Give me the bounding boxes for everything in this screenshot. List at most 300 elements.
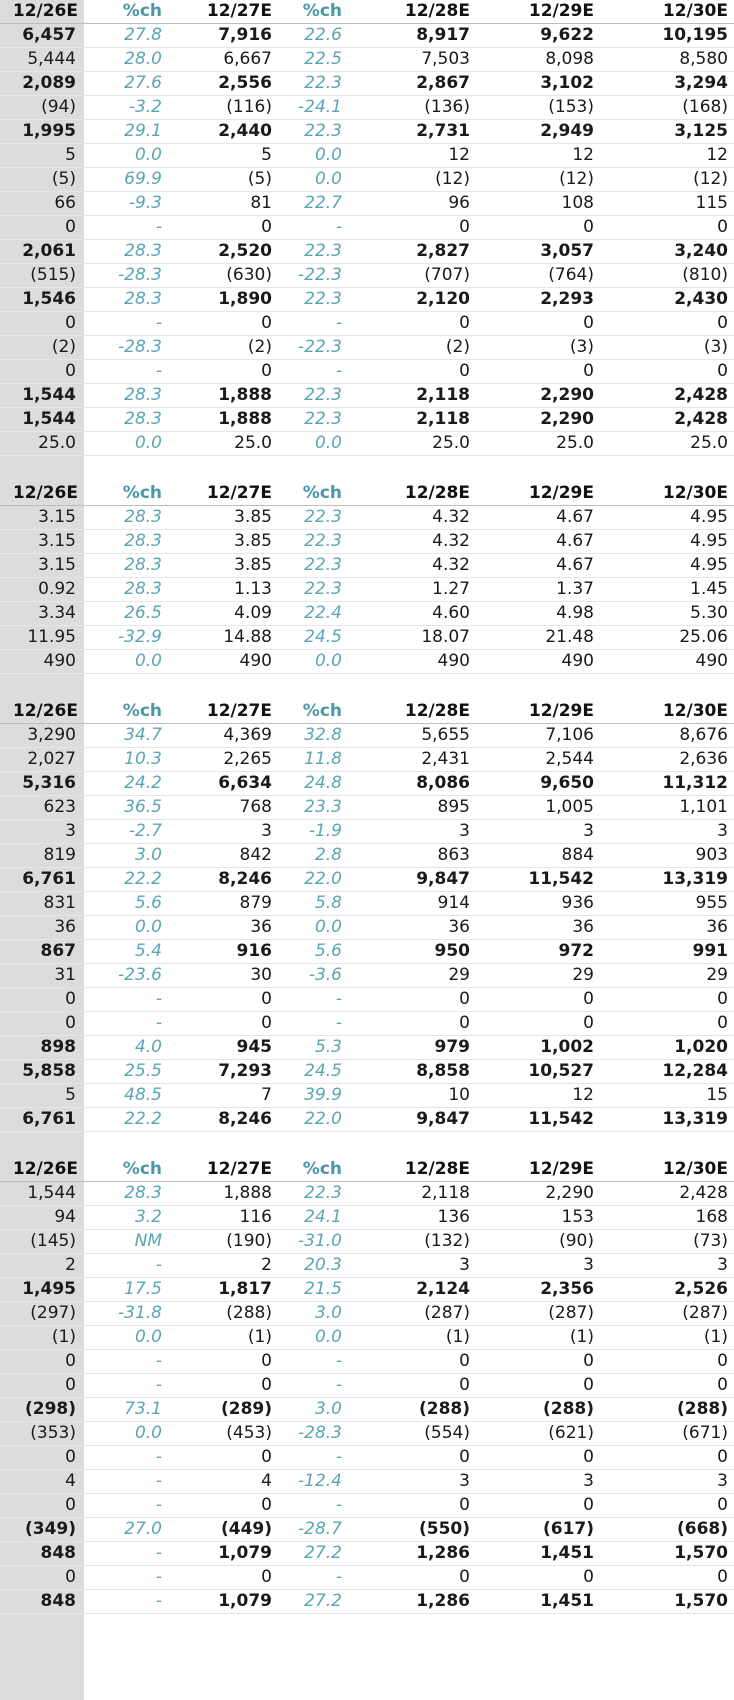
column-header-pct-26-27: %ch: [84, 700, 168, 724]
cell-pct-27-28: 22.3: [278, 530, 348, 554]
table-row: [0, 964, 734, 988]
cell-fy29: 3,057: [476, 240, 600, 264]
table-row: [0, 1278, 734, 1302]
header-row: [0, 482, 734, 506]
cell-fy27: (453): [168, 1422, 278, 1446]
cell-fy28: (707): [348, 264, 476, 288]
cell-fy27: 490: [168, 650, 278, 674]
table-row: [0, 1254, 734, 1278]
table-row: [0, 1182, 734, 1206]
table-row: [0, 144, 734, 168]
cell-pct-26-27: 34.7: [84, 724, 168, 748]
cell-fy29: 153: [476, 1206, 600, 1230]
column-header-fy27: 12/27E: [168, 0, 278, 24]
cell-fy26: (145): [0, 1230, 84, 1254]
cell-fy29: 0: [476, 1446, 600, 1470]
cell-fy28: 136: [348, 1206, 476, 1230]
cell-fy26: 5,316: [0, 772, 84, 796]
cell-fy29: 36: [476, 916, 600, 940]
table-row: [0, 1084, 734, 1108]
cell-pct-26-27: -: [84, 1446, 168, 1470]
cell-fy28: 1,286: [348, 1542, 476, 1566]
cell-fy30: (1): [600, 1326, 734, 1350]
cell-pct-27-28: 21.5: [278, 1278, 348, 1302]
cell-fy30: 13,319: [600, 1108, 734, 1132]
cell-fy27: 2,265: [168, 748, 278, 772]
cell-fy27: 1,888: [168, 1182, 278, 1206]
data-table-section-4: [0, 1158, 734, 1614]
cell-pct-27-28: -: [278, 988, 348, 1012]
cell-fy28: 8,917: [348, 24, 476, 48]
table-row: [0, 312, 734, 336]
cell-fy27: (449): [168, 1518, 278, 1542]
cell-pct-26-27: 27.8: [84, 24, 168, 48]
cell-fy26: 6,761: [0, 868, 84, 892]
cell-fy26: 6,761: [0, 1108, 84, 1132]
cell-fy27: 30: [168, 964, 278, 988]
cell-fy28: 25.0: [348, 432, 476, 456]
cell-fy30: 2,428: [600, 408, 734, 432]
cell-pct-26-27: -2.7: [84, 820, 168, 844]
table-row: [0, 240, 734, 264]
cell-pct-27-28: 22.7: [278, 192, 348, 216]
table-row: [0, 844, 734, 868]
cell-pct-27-28: 0.0: [278, 168, 348, 192]
cell-fy30: 13,319: [600, 868, 734, 892]
cell-fy29: (287): [476, 1302, 600, 1326]
cell-fy28: 0: [348, 216, 476, 240]
cell-fy28: (1): [348, 1326, 476, 1350]
cell-fy29: 3: [476, 820, 600, 844]
table-row: [0, 892, 734, 916]
cell-pct-26-27: 29.1: [84, 120, 168, 144]
cell-fy30: 25.0: [600, 432, 734, 456]
cell-fy26: 0: [0, 1494, 84, 1518]
cell-pct-27-28: -: [278, 312, 348, 336]
data-table-section-1: [0, 0, 734, 456]
cell-fy30: 4.95: [600, 530, 734, 554]
cell-fy30: (671): [600, 1422, 734, 1446]
cell-pct-27-28: -: [278, 216, 348, 240]
cell-pct-27-28: -12.4: [278, 1470, 348, 1494]
cell-fy27: 2,440: [168, 120, 278, 144]
table-row: [0, 1518, 734, 1542]
cell-fy27: (5): [168, 168, 278, 192]
cell-fy26: (1): [0, 1326, 84, 1350]
cell-pct-26-27: -: [84, 360, 168, 384]
cell-fy29: (764): [476, 264, 600, 288]
cell-pct-26-27: 36.5: [84, 796, 168, 820]
section-gap: [0, 674, 734, 700]
cell-fy30: 8,580: [600, 48, 734, 72]
cell-fy28: (554): [348, 1422, 476, 1446]
cell-fy27: 0: [168, 1566, 278, 1590]
cell-fy27: (116): [168, 96, 278, 120]
cell-pct-27-28: -24.1: [278, 96, 348, 120]
section-gap: [0, 1132, 734, 1158]
cell-fy29: 2,356: [476, 1278, 600, 1302]
cell-fy28: 29: [348, 964, 476, 988]
cell-fy27: 2,556: [168, 72, 278, 96]
cell-fy29: 9,650: [476, 772, 600, 796]
cell-pct-26-27: 22.2: [84, 868, 168, 892]
cell-fy28: 2,118: [348, 384, 476, 408]
cell-fy30: 0: [600, 1012, 734, 1036]
cell-pct-26-27: 27.0: [84, 1518, 168, 1542]
cell-fy26: 0.92: [0, 578, 84, 602]
cell-pct-27-28: 22.3: [278, 554, 348, 578]
cell-fy30: 3,294: [600, 72, 734, 96]
cell-fy26: (297): [0, 1302, 84, 1326]
cell-pct-27-28: 0.0: [278, 432, 348, 456]
cell-fy27: 0: [168, 1012, 278, 1036]
cell-pct-26-27: 0.0: [84, 1326, 168, 1350]
cell-fy30: 3: [600, 1470, 734, 1494]
cell-fy28: 4.32: [348, 554, 476, 578]
cell-fy29: 0: [476, 360, 600, 384]
cell-fy29: 2,290: [476, 384, 600, 408]
cell-fy27: 945: [168, 1036, 278, 1060]
cell-fy28: (2): [348, 336, 476, 360]
cell-fy27: 0: [168, 1446, 278, 1470]
cell-pct-27-28: -28.3: [278, 1422, 348, 1446]
cell-fy27: (190): [168, 1230, 278, 1254]
header-row: [0, 700, 734, 724]
cell-pct-27-28: -28.7: [278, 1518, 348, 1542]
table-row: [0, 120, 734, 144]
cell-fy28: (288): [348, 1398, 476, 1422]
cell-pct-26-27: 28.3: [84, 506, 168, 530]
cell-fy28: 0: [348, 1446, 476, 1470]
cell-pct-26-27: 0.0: [84, 1422, 168, 1446]
cell-pct-26-27: -28.3: [84, 264, 168, 288]
cell-fy30: (287): [600, 1302, 734, 1326]
cell-fy27: 3.85: [168, 506, 278, 530]
table-row: [0, 48, 734, 72]
cell-fy26: 31: [0, 964, 84, 988]
cell-fy30: 3: [600, 1254, 734, 1278]
cell-fy26: (94): [0, 96, 84, 120]
cell-fy29: 2,544: [476, 748, 600, 772]
cell-pct-26-27: 24.2: [84, 772, 168, 796]
table-row: [0, 336, 734, 360]
cell-fy27: 4.09: [168, 602, 278, 626]
cell-fy30: 12: [600, 144, 734, 168]
cell-fy30: 25.06: [600, 626, 734, 650]
cell-fy29: 25.0: [476, 432, 600, 456]
cell-fy26: 4: [0, 1470, 84, 1494]
cell-fy29: 2,949: [476, 120, 600, 144]
cell-pct-27-28: 22.3: [278, 240, 348, 264]
cell-fy28: 96: [348, 192, 476, 216]
cell-fy26: 0: [0, 360, 84, 384]
cell-fy26: 0: [0, 1374, 84, 1398]
cell-fy27: 0: [168, 312, 278, 336]
cell-fy28: 2,827: [348, 240, 476, 264]
cell-fy26: (353): [0, 1422, 84, 1446]
cell-fy27: 1,888: [168, 408, 278, 432]
table-row: [0, 1446, 734, 1470]
cell-pct-27-28: 22.4: [278, 602, 348, 626]
column-header-fy29: 12/29E: [476, 700, 600, 724]
cell-fy26: 2,089: [0, 72, 84, 96]
cell-fy27: 0: [168, 216, 278, 240]
table-row: [0, 530, 734, 554]
cell-fy30: 10,195: [600, 24, 734, 48]
cell-fy29: 4.67: [476, 554, 600, 578]
cell-fy29: 11,542: [476, 868, 600, 892]
cell-fy29: 3: [476, 1254, 600, 1278]
cell-fy30: 0: [600, 360, 734, 384]
cell-fy30: 0: [600, 1494, 734, 1518]
cell-fy29: (153): [476, 96, 600, 120]
cell-fy27: 1,890: [168, 288, 278, 312]
cell-fy30: 0: [600, 988, 734, 1012]
column-header-pct-27-28: %ch: [278, 1158, 348, 1182]
cell-pct-27-28: 39.9: [278, 1084, 348, 1108]
cell-fy29: (3): [476, 336, 600, 360]
cell-fy26: 0: [0, 312, 84, 336]
cell-pct-27-28: -22.3: [278, 336, 348, 360]
cell-fy29: 0: [476, 988, 600, 1012]
cell-pct-26-27: 3.2: [84, 1206, 168, 1230]
cell-fy27: 7: [168, 1084, 278, 1108]
cell-fy26: 848: [0, 1590, 84, 1614]
cell-pct-27-28: -: [278, 1494, 348, 1518]
table-row: [0, 1060, 734, 1084]
cell-fy28: 3: [348, 1470, 476, 1494]
cell-fy27: 7,293: [168, 1060, 278, 1084]
cell-pct-26-27: 27.6: [84, 72, 168, 96]
cell-pct-26-27: 28.3: [84, 408, 168, 432]
cell-pct-27-28: 24.5: [278, 626, 348, 650]
cell-fy26: 36: [0, 916, 84, 940]
cell-pct-26-27: 28.3: [84, 530, 168, 554]
cell-fy29: 2,293: [476, 288, 600, 312]
table-row: [0, 868, 734, 892]
column-header-fy30: 12/30E: [600, 700, 734, 724]
cell-pct-27-28: 5.3: [278, 1036, 348, 1060]
cell-fy26: 0: [0, 1566, 84, 1590]
cell-pct-26-27: 5.6: [84, 892, 168, 916]
cell-fy27: 8,246: [168, 868, 278, 892]
cell-pct-26-27: -: [84, 1542, 168, 1566]
cell-fy26: 898: [0, 1036, 84, 1060]
table-row: [0, 1302, 734, 1326]
cell-fy29: 972: [476, 940, 600, 964]
cell-pct-27-28: 24.1: [278, 1206, 348, 1230]
cell-fy26: 1,544: [0, 1182, 84, 1206]
table-row: [0, 1326, 734, 1350]
cell-fy29: 29: [476, 964, 600, 988]
cell-fy28: 0: [348, 1494, 476, 1518]
column-header-fy30: 12/30E: [600, 1158, 734, 1182]
cell-fy30: 490: [600, 650, 734, 674]
cell-fy27: 3.85: [168, 530, 278, 554]
cell-fy28: 895: [348, 796, 476, 820]
column-header-fy28: 12/28E: [348, 482, 476, 506]
cell-fy30: (168): [600, 96, 734, 120]
cell-pct-27-28: -22.3: [278, 264, 348, 288]
cell-pct-26-27: -: [84, 312, 168, 336]
cell-fy26: 0: [0, 988, 84, 1012]
cell-fy30: 3,240: [600, 240, 734, 264]
cell-fy26: 5: [0, 1084, 84, 1108]
cell-fy30: 11,312: [600, 772, 734, 796]
cell-fy26: 0: [0, 1446, 84, 1470]
cell-fy29: 10,527: [476, 1060, 600, 1084]
header-row: [0, 0, 734, 24]
cell-fy30: 1,101: [600, 796, 734, 820]
cell-fy30: (668): [600, 1518, 734, 1542]
table-row: [0, 1470, 734, 1494]
cell-fy29: (288): [476, 1398, 600, 1422]
cell-fy26: 1,544: [0, 384, 84, 408]
cell-fy27: 81: [168, 192, 278, 216]
cell-pct-26-27: 25.5: [84, 1060, 168, 1084]
cell-fy26: 3.15: [0, 506, 84, 530]
cell-fy30: 2,428: [600, 384, 734, 408]
cell-fy30: 0: [600, 1446, 734, 1470]
cell-fy28: 0: [348, 312, 476, 336]
cell-fy27: 1.13: [168, 578, 278, 602]
cell-pct-26-27: -: [84, 1590, 168, 1614]
cell-fy28: 18.07: [348, 626, 476, 650]
cell-fy30: 8,676: [600, 724, 734, 748]
cell-fy30: 168: [600, 1206, 734, 1230]
cell-pct-26-27: -23.6: [84, 964, 168, 988]
cell-fy27: 768: [168, 796, 278, 820]
table-row: [0, 1374, 734, 1398]
cell-pct-27-28: 22.3: [278, 288, 348, 312]
cell-fy26: 3.15: [0, 530, 84, 554]
cell-fy27: (630): [168, 264, 278, 288]
cell-fy26: 3.15: [0, 554, 84, 578]
cell-fy27: 4: [168, 1470, 278, 1494]
cell-fy27: 842: [168, 844, 278, 868]
cell-fy29: 1,451: [476, 1590, 600, 1614]
cell-fy28: 4.60: [348, 602, 476, 626]
cell-pct-26-27: 0.0: [84, 650, 168, 674]
cell-pct-27-28: 22.3: [278, 408, 348, 432]
cell-pct-27-28: 22.6: [278, 24, 348, 48]
cell-fy29: 0: [476, 216, 600, 240]
cell-fy29: 1.37: [476, 578, 600, 602]
cell-pct-27-28: -1.9: [278, 820, 348, 844]
cell-fy27: 0: [168, 360, 278, 384]
cell-fy26: (515): [0, 264, 84, 288]
cell-pct-26-27: 28.3: [84, 1182, 168, 1206]
cell-pct-27-28: 32.8: [278, 724, 348, 748]
cell-fy26: 5: [0, 144, 84, 168]
column-header-pct-27-28: %ch: [278, 700, 348, 724]
cell-fy30: 0: [600, 312, 734, 336]
cell-fy29: 12: [476, 1084, 600, 1108]
cell-fy28: 9,847: [348, 868, 476, 892]
cell-fy28: 0: [348, 1566, 476, 1590]
cell-fy30: 991: [600, 940, 734, 964]
cell-fy26: (5): [0, 168, 84, 192]
cell-fy27: 116: [168, 1206, 278, 1230]
cell-fy28: (136): [348, 96, 476, 120]
cell-fy26: 0: [0, 216, 84, 240]
cell-pct-27-28: 24.5: [278, 1060, 348, 1084]
cell-fy30: (12): [600, 168, 734, 192]
cell-fy28: 8,086: [348, 772, 476, 796]
cell-fy29: (1): [476, 1326, 600, 1350]
table-row: [0, 264, 734, 288]
cell-fy29: 0: [476, 1012, 600, 1036]
cell-fy27: 25.0: [168, 432, 278, 456]
cell-pct-26-27: 4.0: [84, 1036, 168, 1060]
cell-fy28: 0: [348, 1012, 476, 1036]
cell-pct-26-27: -9.3: [84, 192, 168, 216]
table-row: [0, 96, 734, 120]
cell-fy29: 0: [476, 1494, 600, 1518]
cell-pct-27-28: 0.0: [278, 650, 348, 674]
cell-fy29: 0: [476, 312, 600, 336]
column-header-fy26: 12/26E: [0, 1158, 84, 1182]
cell-pct-26-27: 28.3: [84, 240, 168, 264]
cell-pct-26-27: -: [84, 216, 168, 240]
table-row: [0, 748, 734, 772]
table-row: [0, 192, 734, 216]
cell-fy26: 6,457: [0, 24, 84, 48]
cell-fy28: 1.27: [348, 578, 476, 602]
column-header-pct-26-27: %ch: [84, 0, 168, 24]
column-header-fy30: 12/30E: [600, 482, 734, 506]
cell-fy28: 0: [348, 1374, 476, 1398]
table-row: [0, 408, 734, 432]
cell-pct-26-27: -: [84, 1350, 168, 1374]
table-row: [0, 1230, 734, 1254]
cell-pct-26-27: 0.0: [84, 144, 168, 168]
cell-pct-26-27: -28.3: [84, 336, 168, 360]
cell-fy27: (1): [168, 1326, 278, 1350]
column-header-fy26: 12/26E: [0, 482, 84, 506]
header-row: [0, 1158, 734, 1182]
column-header-pct-26-27: %ch: [84, 1158, 168, 1182]
cell-pct-27-28: 22.3: [278, 384, 348, 408]
cell-pct-27-28: 22.5: [278, 48, 348, 72]
cell-fy27: 1,888: [168, 384, 278, 408]
cell-pct-27-28: -: [278, 1012, 348, 1036]
cell-pct-26-27: 69.9: [84, 168, 168, 192]
cell-pct-27-28: 23.3: [278, 796, 348, 820]
cell-pct-27-28: -: [278, 1566, 348, 1590]
cell-pct-27-28: 22.3: [278, 578, 348, 602]
cell-fy28: 2,120: [348, 288, 476, 312]
cell-fy27: (2): [168, 336, 278, 360]
cell-fy27: 2,520: [168, 240, 278, 264]
table-row: [0, 772, 734, 796]
cell-fy30: 15: [600, 1084, 734, 1108]
table-row: [0, 578, 734, 602]
cell-fy28: 2,731: [348, 120, 476, 144]
cell-pct-26-27: -: [84, 1012, 168, 1036]
cell-pct-27-28: 22.3: [278, 506, 348, 530]
cell-fy27: 5: [168, 144, 278, 168]
cell-fy26: 25.0: [0, 432, 84, 456]
cell-pct-27-28: 22.3: [278, 120, 348, 144]
column-header-fy26: 12/26E: [0, 700, 84, 724]
cell-fy28: 3: [348, 820, 476, 844]
cell-fy26: 5,444: [0, 48, 84, 72]
cell-fy29: 2,290: [476, 1182, 600, 1206]
cell-fy29: 0: [476, 1566, 600, 1590]
cell-fy30: 1.45: [600, 578, 734, 602]
cell-fy27: 1,817: [168, 1278, 278, 1302]
